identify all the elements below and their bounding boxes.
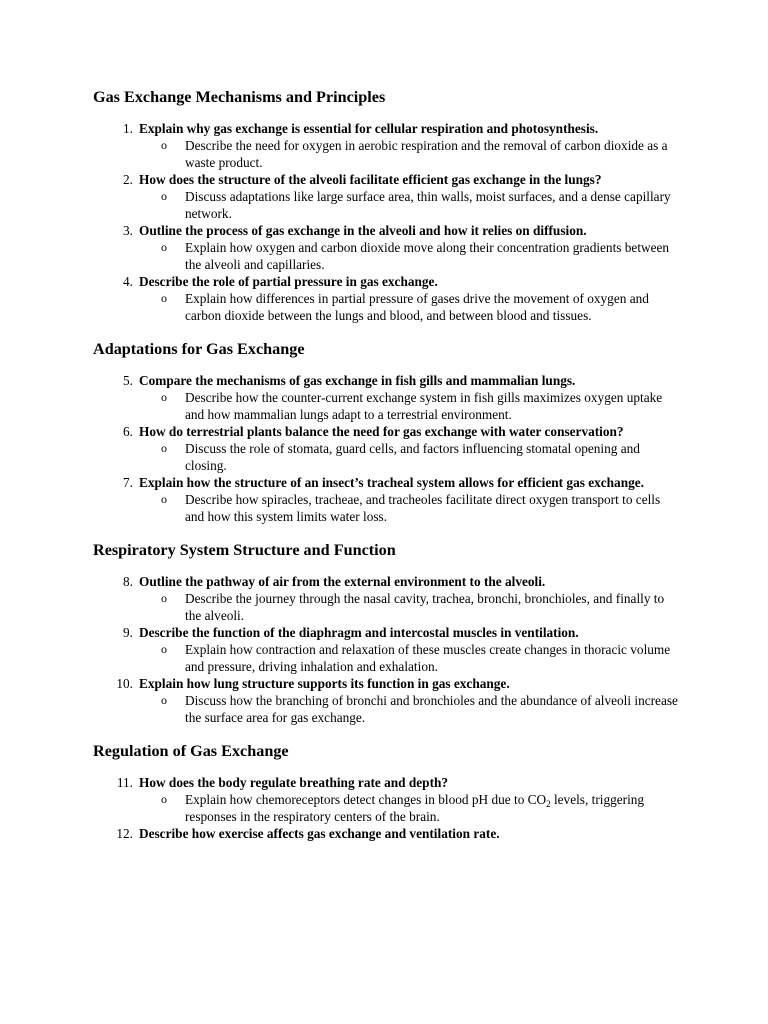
sub-point-text: Discuss the role of stomata, guard cells, and factors influencing stomatal opening and closing. [185,441,640,473]
question-text: Describe the function of the diaphragm and intercostal muscles in ventilation. [139,625,579,640]
question-item [93,273,678,324]
question-item [93,675,678,726]
sub-point-text: Describe the journey through the nasal cavity, trachea, bronchi, bronchioles, and finally to the alveoli. [185,591,665,623]
question-number: 6. [123,424,133,439]
question-item [93,120,678,171]
circle-bullet-icon: o [161,189,167,203]
section-heading: Gas Exchange Mechanisms and Principles [93,88,386,106]
question-text: How do terrestrial plants balance the need for gas exchange with water conservation? [139,424,624,439]
circle-bullet-icon: o [161,138,167,152]
sub-point-text: Explain how differences in partial pressure of gases drive the movement of oxygen and carbon dioxide between the lungs and blood, and between blood and tissues. [185,291,649,323]
section-heading: Regulation of Gas Exchange [93,742,289,760]
sub-point [139,440,678,474]
sub-point-list [139,290,678,324]
sub-point-list [139,188,678,222]
subscript: 2 [546,799,551,809]
sub-point [139,137,678,171]
question-number: 11. [116,775,133,790]
question-text: Describe how exercise affects gas exchange and ventilation rate. [139,826,500,841]
question-text: Describe the role of partial pressure in gas exchange. [139,274,438,289]
question-list [93,573,678,726]
sub-point [139,290,678,324]
sub-point-list [139,239,678,273]
question-item [93,774,678,825]
section [93,539,678,726]
question-item [93,372,678,423]
question-number: 1. [123,121,133,136]
question-number: 5. [123,373,133,388]
sub-point-text: Discuss how the branching of bronchi and bronchioles and the abundance of alveoli increase the surface area for gas exchange. [185,693,678,725]
question-text: Explain how the structure of an insect’s tracheal system allows for efficient gas exchange. [139,475,644,490]
sub-point [139,389,678,423]
question-text: How does the structure of the alveoli facilitate efficient gas exchange in the lungs? [139,172,602,187]
section-heading: Adaptations for Gas Exchange [93,340,305,358]
sub-point [139,491,678,525]
sub-point-text: Discuss adaptations like large surface area, thin walls, moist surfaces, and a dense capillary network. [185,189,671,221]
question-text: Compare the mechanisms of gas exchange in fish gills and mammalian lungs. [139,373,576,388]
sub-point-list [139,791,678,825]
question-list [93,120,678,324]
circle-bullet-icon: o [161,591,167,605]
section [93,338,678,525]
section [93,740,678,842]
question-number: 10. [116,676,133,691]
question-number: 9. [123,625,133,640]
sub-point-list [139,590,678,624]
section-heading: Respiratory System Structure and Function [93,541,396,559]
sub-point-text: Describe how the counter-current exchange system in fish gills maximizes oxygen uptake and how mammalian lungs adapt to a terrestrial environment. [185,390,663,422]
question-text: How does the body regulate breathing rate and depth? [139,775,449,790]
question-item [93,171,678,222]
sub-point-text: Explain how chemoreceptors detect changes in blood pH due to CO [185,792,547,807]
question-number: 7. [123,475,133,490]
circle-bullet-icon: o [161,792,167,806]
question-number: 3. [123,223,133,238]
sub-point [139,692,678,726]
sub-point-list [139,641,678,675]
question-text: Outline the pathway of air from the external environment to the alveoli. [139,574,546,589]
question-number: 8. [123,574,133,589]
question-number: 4. [123,274,133,289]
sub-point-text: Explain how contraction and relaxation of these muscles create changes in thoracic volume and pressure, driving inhalation and exhalation. [185,642,671,674]
question-text: Explain how lung structure supports its function in gas exchange. [139,676,510,691]
sub-point [139,239,678,273]
circle-bullet-icon: o [161,390,167,404]
question-text: Explain why gas exchange is essential for cellular respiration and photosynthesis. [139,121,599,136]
sub-point-list [139,692,678,726]
sub-point [139,641,678,675]
question-item [93,624,678,675]
circle-bullet-icon: o [161,240,167,254]
question-number: 2. [123,172,133,187]
question-number: 12. [116,826,133,841]
sub-point-list [139,491,678,525]
question-item [93,825,678,842]
circle-bullet-icon: o [161,291,167,305]
section [93,86,678,324]
sub-point-text: Explain how oxygen and carbon dioxide move along their concentration gradients between the alveoli and capillaries. [185,240,670,272]
sub-point-text: levels, triggering responses in the respiratory centers of the brain. [185,792,645,824]
sub-point-text: Describe how spiracles, tracheae, and tracheoles facilitate direct oxygen transport to cells and how this system limits water loss. [185,492,661,524]
circle-bullet-icon: o [161,492,167,506]
circle-bullet-icon: o [161,642,167,656]
question-item [93,222,678,273]
question-list [93,372,678,525]
question-text: Outline the process of gas exchange in the alveoli and how it relies on diffusion. [139,223,587,238]
sub-point [139,590,678,624]
sub-point-list [139,440,678,474]
sub-point [139,791,678,825]
circle-bullet-icon: o [161,441,167,455]
question-item [93,573,678,624]
circle-bullet-icon: o [161,693,167,707]
sub-point-list [139,389,678,423]
question-item [93,474,678,525]
sub-point-text: Describe the need for oxygen in aerobic respiration and the removal of carbon dioxide as a waste product. [185,138,668,170]
question-list [93,774,678,842]
sub-point-list [139,137,678,171]
question-item [93,423,678,474]
sub-point [139,188,678,222]
